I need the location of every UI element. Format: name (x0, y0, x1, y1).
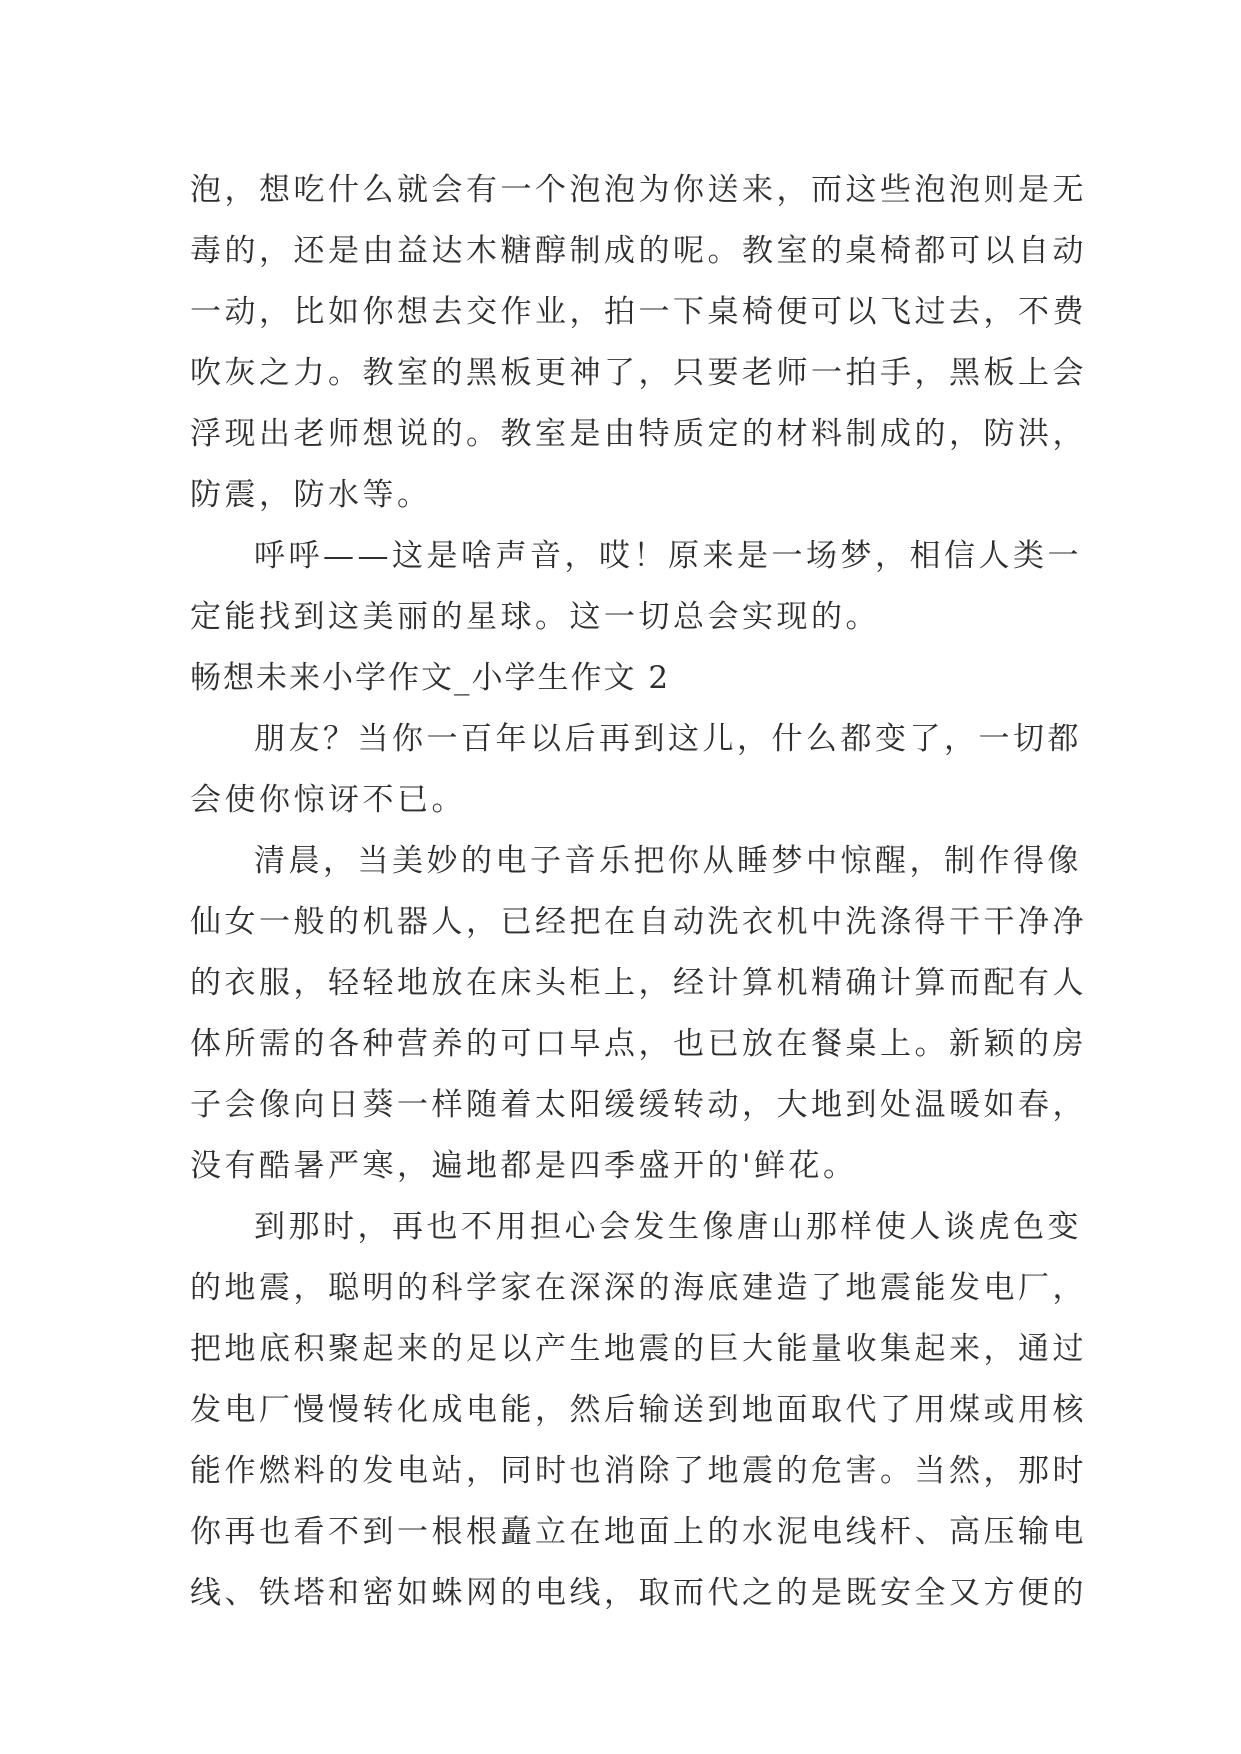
text-line: 线、铁塔和密如蛛网的电线，取而代之的是既安全又方便的 (190, 1575, 1087, 1611)
text-line: 的地震，聪明的科学家在深深的海底建造了地震能发电厂， (190, 1270, 1087, 1306)
text-line: 定能找到这美丽的星球。这一切总会实现的。 (190, 599, 880, 635)
text-line: 仙女一般的机器人，已经把在自动洗衣机中洗涤得干干净净 (190, 904, 1087, 940)
paragraph-start-line: 到那时，再也不用担心会发生像唐山那样使人谈虎色变 (254, 1209, 1082, 1245)
text-line: 一动，比如你想去交作业，拍一下桌椅便可以飞过去，不费 (190, 294, 1087, 330)
text-line: 的衣服，轻轻地放在床头柜上，经计算机精确计算而配有人 (190, 965, 1087, 1001)
text-line: 毒的，还是由益达木糖醇制成的呢。教室的桌椅都可以自动 (190, 233, 1087, 269)
text-line: 你再也看不到一根根矗立在地面上的水泥电线杆、高压输电 (190, 1514, 1087, 1550)
text-line: 吹灰之力。教室的黑板更神了，只要老师一拍手，黑板上会 (190, 355, 1087, 391)
document-body (190, 160, 1087, 1624)
text-line: 防震，防水等。 (190, 477, 432, 513)
section-heading: 畅想未来小学作文_小学生作文 2 (190, 660, 671, 696)
text-line: 能作燃料的发电站，同时也消除了地震的危害。当然，那时 (190, 1453, 1087, 1489)
text-line: 会使你惊讶不已。 (190, 782, 466, 818)
text-line: 浮现出老师想说的。教室是由特质定的材料制成的，防洪， (190, 416, 1087, 452)
text-line: 没有酷暑严寒，遍地都是四季盛开的'鲜花。 (190, 1148, 858, 1184)
paragraph-start-line: 清晨，当美妙的电子音乐把你从睡梦中惊醒，制作得像 (254, 843, 1082, 879)
text-line: 把地底积聚起来的足以产生地震的巨大能量收集起来，通过 (190, 1331, 1087, 1367)
text-line: 子会像向日葵一样随着太阳缓缓转动，大地到处温暖如春， (190, 1087, 1087, 1123)
text-line: 体所需的各种营养的可口早点，也已放在餐桌上。新颖的房 (190, 1026, 1087, 1062)
text-line: 泡，想吃什么就会有一个泡泡为你送来，而这些泡泡则是无 (190, 172, 1087, 208)
paragraph-start-line: 呼呼——这是啥声音，哎！原来是一场梦，相信人类一 (254, 538, 1082, 574)
paragraph-start-line: 朋友？当你一百年以后再到这儿，什么都变了，一切都 (254, 721, 1082, 757)
text-line: 发电厂慢慢转化成电能，然后输送到地面取代了用煤或用核 (190, 1392, 1087, 1428)
